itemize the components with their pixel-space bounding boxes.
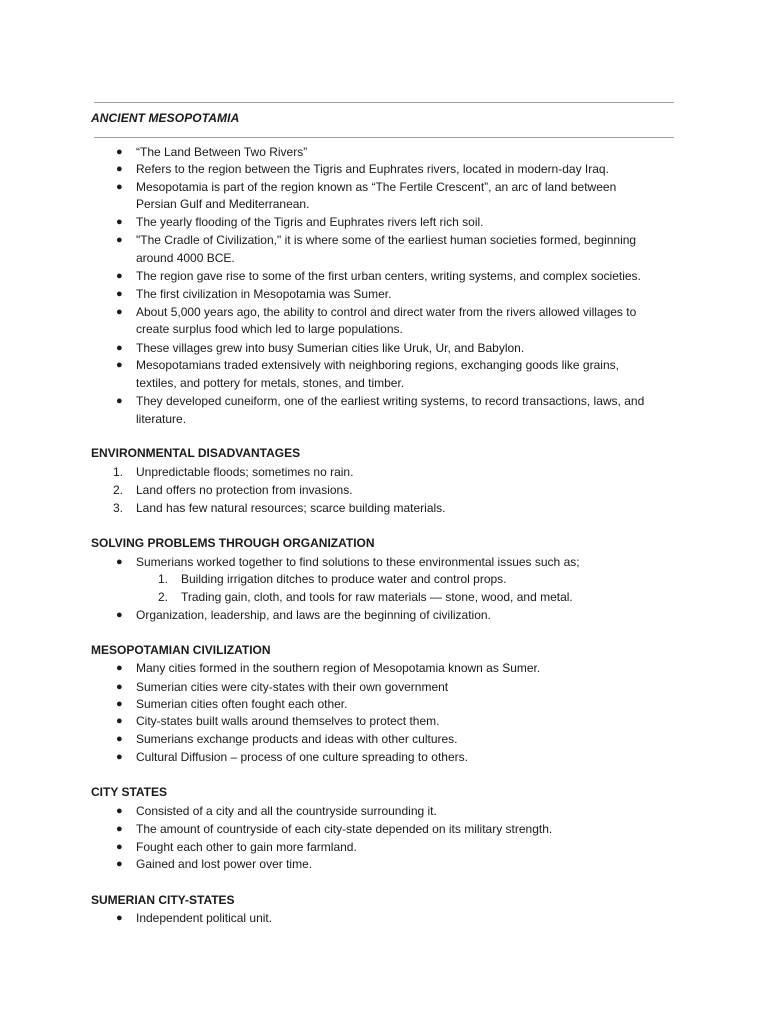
bullet-icon: ● [116,751,123,763]
bullet-icon: ● [116,662,123,674]
title-bottom-rule [94,137,674,138]
bullet-icon: ● [116,359,123,371]
bullet-icon: ● [116,698,123,710]
list-item-text: Many cities formed in the southern region of Mesopotamia known as Sumer. [136,661,541,675]
bullet-icon: ● [116,805,123,817]
bullet-icon: ● [116,841,123,853]
list-item-text: The first civilization in Mesopotamia was Sumer. [136,287,392,301]
list-item-text: They developed cuneiform, one of the earliest writing systems, to record transactions, laws, and [136,394,645,408]
list-item-text: Sumerians worked together to find solutions to these environmental issues such as; [136,555,580,569]
bullet-icon: ● [116,556,123,568]
list-item-text: The region gave rise to some of the first urban centers, writing systems, and complex societies. [136,269,641,283]
section-heading: MESOPOTAMIAN CIVILIZATION [91,643,271,657]
bullet-icon: ● [116,181,123,193]
list-item-text: Land offers no protection from invasions. [136,483,353,497]
list-item-text: Refers to the region between the Tigris and Euphrates rivers, located in modern-day Iraq. [136,162,609,176]
bullet-icon: ● [116,216,123,228]
list-item-text: Trading gain, cloth, and tools for raw materials — stone, wood, and metal. [181,590,573,604]
bullet-icon: ● [116,912,123,924]
list-item-text: Independent political unit. [136,911,273,925]
list-item-text: create surplus food which led to large populations. [136,322,403,336]
bullet-icon: ● [116,288,123,300]
bullet-icon: ● [116,342,123,354]
section-heading: SOLVING PROBLEMS THROUGH ORGANIZATION [91,536,375,550]
bullet-icon: ● [116,234,123,246]
bullet-icon: ● [116,270,123,282]
list-item-text: Mesopotamia is part of the region known as “The Fertile Crescent”, an arc of land between [136,180,617,194]
section-heading: SUMERIAN CITY-STATES [91,893,235,907]
bullet-icon: ● [116,146,123,158]
list-item-text: Building irrigation ditches to produce water and control props. [181,572,507,586]
bullet-icon: ● [116,163,123,175]
list-item-text: Gained and lost power over time. [136,857,313,871]
section-heading: ENVIRONMENTAL DISADVANTAGES [91,446,301,460]
list-number: 1. [158,572,169,586]
list-item-text: "The Cradle of Civilization," it is where some of the earliest human societies formed, beginning [136,233,637,247]
list-item-text: These villages grew into busy Sumerian cities like Uruk, Ur, and Babylon. [136,341,525,355]
list-item-text: City-states built walls around themselves to protect them. [136,714,440,728]
list-number: 1. [113,465,124,479]
bullet-icon: ● [116,395,123,407]
list-item-text: Cultural Diffusion – process of one culture spreading to others. [136,750,468,764]
list-item-text: Sumerian cities often fought each other. [136,697,348,711]
bullet-icon: ● [116,715,123,727]
bullet-icon: ● [116,609,123,621]
list-item-text: Mesopotamians traded extensively with neighboring regions, exchanging goods like grains, [136,358,619,372]
bullet-icon: ● [116,733,123,745]
list-item-text: textiles, and pottery for metals, stones, and timber. [136,376,405,390]
list-item-text: Fought each other to gain more farmland. [136,840,357,854]
list-item-text: The amount of countryside of each city-state depended on its military strength. [136,822,553,836]
bullet-icon: ● [116,306,123,318]
list-number: 2. [113,483,124,497]
list-item-text: Consisted of a city and all the countryside surrounding it. [136,804,437,818]
bullet-icon: ● [116,858,123,870]
list-number: 2. [158,590,169,604]
list-item-text: Land has few natural resources; scarce building materials. [136,501,446,515]
bullet-icon: ● [116,823,123,835]
list-item-text: Sumerian cities were city-states with their own government [136,680,449,694]
list-item-text: About 5,000 years ago, the ability to control and direct water from the rivers allowed villages to [136,305,637,319]
list-item-text: The yearly flooding of the Tigris and Euphrates rivers left rich soil. [136,215,484,229]
list-number: 3. [113,501,124,515]
list-item-text: around 4000 BCE. [136,251,235,265]
list-item-text: Organization, leadership, and laws are the beginning of civilization. [136,608,491,622]
bullet-icon: ● [116,681,123,693]
list-item-text: “The Land Between Two Rivers” [136,145,308,159]
document-title: ANCIENT MESOPOTAMIA [91,111,240,125]
section-heading: CITY STATES [91,785,168,799]
list-item-text: Sumerians exchange products and ideas with other cultures. [136,732,458,746]
list-item-text: Unpredictable floods; sometimes no rain. [136,465,354,479]
list-item-text: Persian Gulf and Mediterranean. [136,197,310,211]
list-item-text: literature. [136,412,187,426]
title-top-rule [94,102,674,103]
